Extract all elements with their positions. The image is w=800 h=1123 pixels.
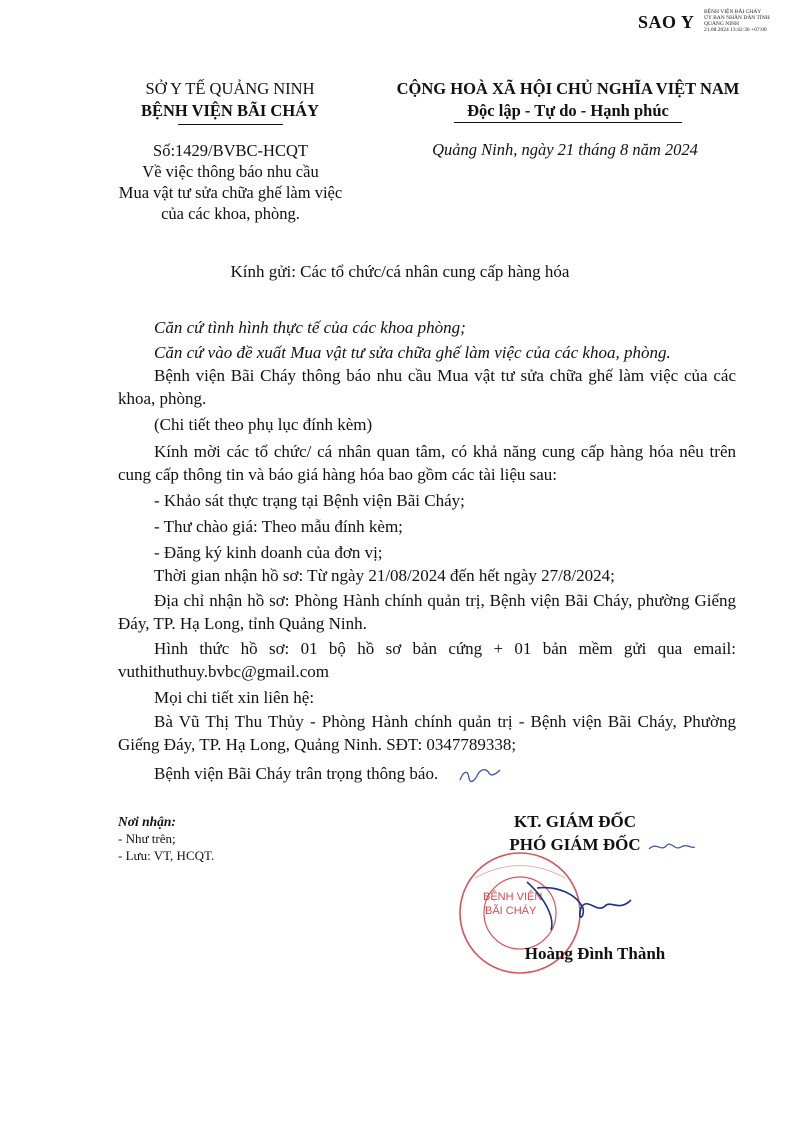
copy-stamp-label: SAO Y xyxy=(638,12,695,32)
signatory-subtitle: PHÓ GIÁM ĐỐC xyxy=(509,835,641,854)
document-item: - Khảo sát thực trạng tại Bệnh viện Bãi Cháy; xyxy=(154,491,465,510)
basis-paragraph-2: Căn cứ vào đề xuất Mua vật tư sửa chữa ghế làm việc của các khoa, phòng. xyxy=(154,343,671,362)
seal-text-line: BÃI CHÁY xyxy=(485,905,537,917)
submission-period: Thời gian nhận hồ sơ: Từ ngày 21/08/2024 đến hết ngày 27/8/2024; xyxy=(154,566,615,585)
document-reference xyxy=(88,140,373,224)
salutation: Kính gửi: Các tổ chức/cá nhân cung cấp hàng hóa xyxy=(230,262,570,281)
signatory-name: Hoàng Đình Thành xyxy=(524,944,666,963)
recipient-item: - Lưu: VT, HCQT. xyxy=(118,848,215,863)
hospital-name: BỆNH VIỆN BÃI CHÁY xyxy=(140,101,320,120)
issuer-header xyxy=(80,78,380,125)
signatory-title: KT. GIÁM ĐỐC xyxy=(514,812,636,831)
document-item: - Thư chào giá: Theo mẫu đính kèm; xyxy=(154,517,403,536)
submission-address: Địa chỉ nhận hồ sơ: Phòng Hành chính quản trị, Bệnh viện Bãi Cháy, phường Giếng Đáy, TP. Hạ Long, tỉnh Quảng Ninh. xyxy=(118,591,736,633)
initial-mark-icon xyxy=(456,764,502,786)
basis-paragraph-1: Căn cứ tình hình thực tế của các khoa phòng; xyxy=(154,318,466,337)
hospital-underline xyxy=(178,124,283,125)
nation-motto: Độc lập - Tự do - Hạnh phúc xyxy=(467,101,669,120)
recipients-block xyxy=(118,813,214,864)
submission-format: Hình thức hồ sơ: 01 bộ hồ sơ bản cứng + 01 bản mềm gửi qua email: vuthithuthuy.bvbc@gmail.com xyxy=(118,639,736,681)
recipients-title: Nơi nhận: xyxy=(118,814,176,829)
subject-line: Mua vật tư sửa chữa ghế làm việc xyxy=(118,183,343,202)
handwritten-signature-icon xyxy=(525,878,635,938)
document-number: Số:1429/BVBC-HCQT xyxy=(153,141,308,160)
recipient-item: - Như trên; xyxy=(118,831,176,846)
motto-underline xyxy=(454,122,682,123)
contact-details: Bà Vũ Thị Thu Thủy - Phòng Hành chính quản trị - Bệnh viện Bãi Cháy, Phường Giếng Đáy, TP. Hạ Long, Quảng Ninh. SĐT: 0347789338; xyxy=(118,712,736,754)
closing-line: Bệnh viện Bãi Cháy trân trọng thông báo. xyxy=(154,764,439,783)
contact-intro: Mọi chi tiết xin liên hệ: xyxy=(154,688,315,707)
seal-text-line: BỆNH VIỆN xyxy=(483,891,543,903)
notice-paragraph: Bệnh viện Bãi Cháy thông báo nhu cầu Mua vật tư sửa chữa ghế làm việc của các khoa, phòng. xyxy=(118,366,736,408)
invitation-paragraph: Kính mời các tổ chức/ cá nhân quan tâm, có khả năng cung cấp hàng hóa nêu trên cung cấp thông tin và báo giá hàng hóa bao gồm các tài liệu sau: xyxy=(118,442,736,484)
copy-stamp-note: BỆNH VIỆN BÃI CHÁY ỦY BAN NHÂN DÂN TỈNH QUẢNG NINH 21.08.2024 13:42:30 +07:00 xyxy=(704,9,770,33)
agency-name: SỞ Y TẾ QUẢNG NINH xyxy=(145,79,315,98)
subject-line: Về việc thông báo nhu cầu xyxy=(142,162,319,181)
copy-stamp xyxy=(638,8,798,38)
national-header xyxy=(368,78,768,123)
place-date: Quảng Ninh, ngày 21 tháng 8 năm 2024 xyxy=(432,140,698,159)
subject-line: của các khoa, phòng. xyxy=(161,204,300,223)
appendix-note: (Chi tiết theo phụ lục đính kèm) xyxy=(154,415,373,434)
document-item: - Đăng ký kinh doanh của đơn vị; xyxy=(154,543,383,562)
nation-title: CỘNG HOÀ XÃ HỘI CHỦ NGHĨA VIỆT NAM xyxy=(396,79,740,98)
